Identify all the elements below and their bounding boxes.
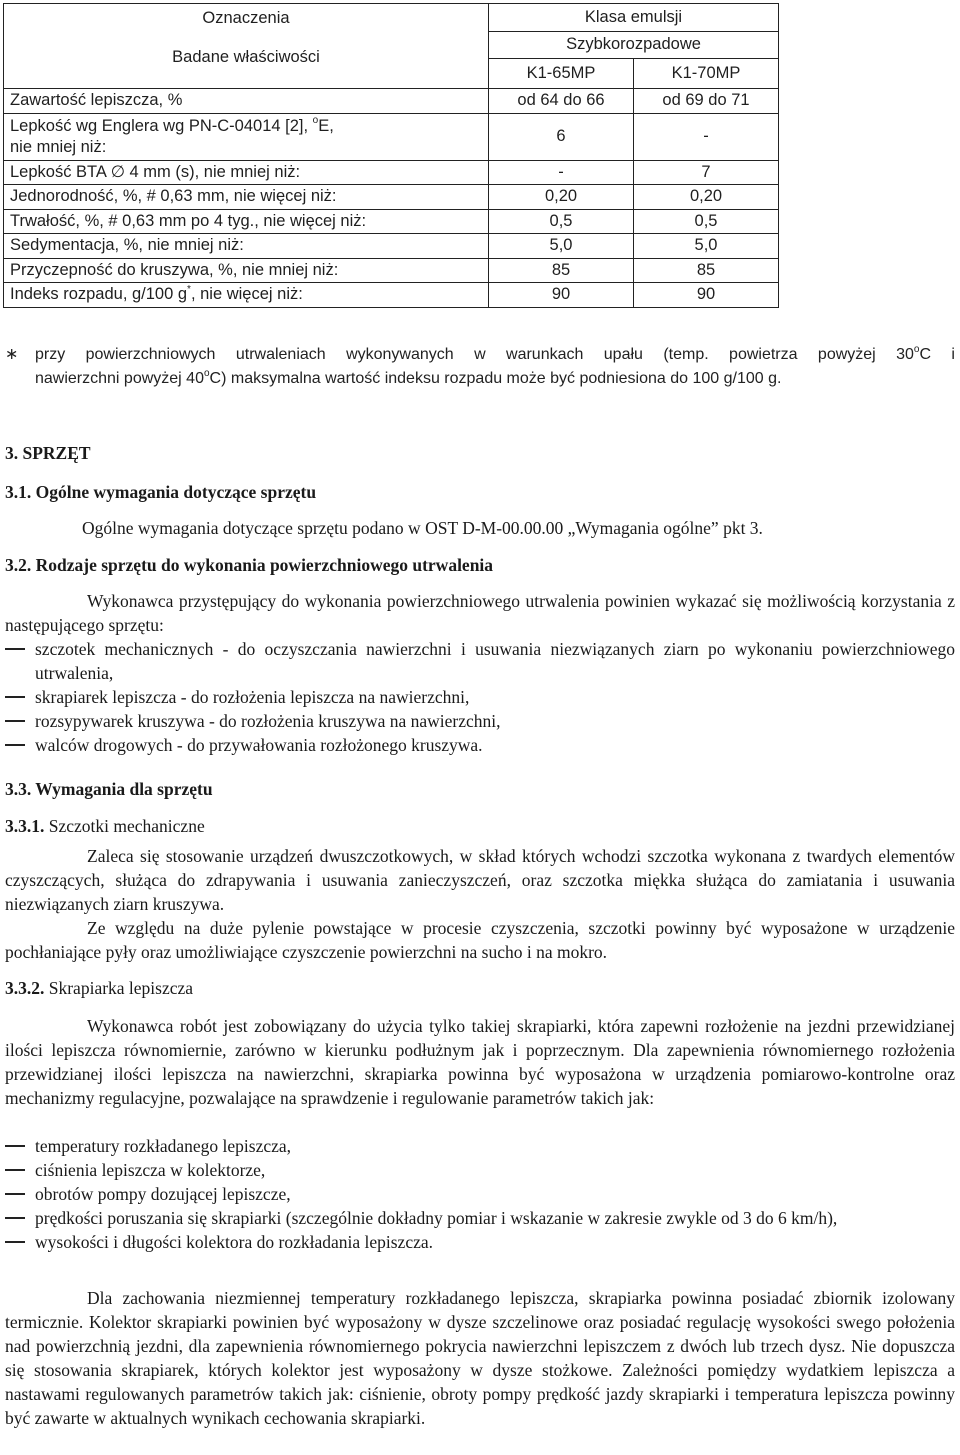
row-label: Jednorodność, %, # 0,63 mm, nie więcej niż:: [4, 185, 489, 210]
list-item-text: szczotek mechanicznych - do oczyszczania nawierzchni i usuwania niezwiązanych ziarn po wykonaniu powierzchniowego utrwalenia,: [35, 639, 955, 683]
row-label-part: , nie więcej niż:: [190, 285, 303, 304]
dash-bullet-icon: [5, 696, 25, 698]
table-row: [4, 258, 779, 283]
list-item-text: wysokości i długości kolektora do rozkładania lepiszcza.: [35, 1232, 434, 1252]
section-3-title: 3. SPRZĘT: [5, 443, 91, 463]
header-col1: K1-65MP: [489, 59, 634, 89]
row-label: [4, 283, 489, 308]
list-item-text: temperatury rozkładanego lepiszcza,: [35, 1136, 292, 1156]
dash-bullet-icon: [5, 648, 25, 650]
section-3-3-2-p2: Dla zachowania niezmiennej temperatury rozkładanego lepiszcza, skrapiarka powinna posiadać zbiornik izolowany termicznie. Kolektor skrapiarki powinien być wyposażony w dysze szczelinowe oraz posiadać regulację wysokości swego położenia nad powierzchnią jezdni, dla zapewnienia równomiernego pokrycia nawierzchni lepiszczem z dwóch lub trzech dysz. Nie dopuszcza się stosowania skrapiarek, których kolektor jest wyposażony w dysze stożkowe. Zależności pomiędzy wydatkiem lepiszcza a nastawami regulowanych parametrów takich jak: ciśnienie, obroty pompy prędkość jazdy skrapiarki i temperatura lepiszcza powinny być zawarte w aktualnych wynikach cechowania skrapiarki.: [5, 1288, 955, 1428]
text-part: C) maksymalna wartość indeksu rozpadu może być podniesiona do 100 g/100 g.: [209, 370, 782, 387]
section-number: 3.3.1.: [5, 816, 45, 836]
row-value-1: -: [489, 160, 634, 185]
row-value-1: 0,5: [489, 209, 634, 234]
header-badane: Badane właściwości: [172, 48, 320, 66]
list-item-text: ciśnienia lepiszcza w kolektorze,: [35, 1160, 266, 1180]
dash-bullet-icon: [5, 1217, 25, 1219]
row-value-2: 90: [634, 283, 779, 308]
table-row: [4, 113, 779, 160]
footnote-line2: [5, 367, 955, 391]
row-value-1: 85: [489, 258, 634, 283]
header-col2: K1-70MP: [634, 59, 779, 89]
superscript: o: [312, 115, 319, 126]
row-label: Przyczepność do kruszywa, %, nie mniej niż:: [4, 258, 489, 283]
section-3-3-2-p1: Wykonawca robót jest zobowiązany do użycia tylko takiej skrapiarki, która zapewni rozłożenie na jezdni przewidzianej ilości lepiszcza równomiernie, zarówno w kierunku podłużnym jak i poprzecznym. Dla zapewnienia równomiernego rozłożenia przewidzianej ilości lepiszcza na nawierzchni, skrapiarka powinna być wyposażona w urządzenia pomiarowo-kontrolne oraz mechanizmy regulacyjne, pozwalające na sprawdzenie i regulowanie parametrów takich jak:: [5, 1016, 955, 1108]
row-label: Trwałość, %, # 0,63 mm po 4 tyg., nie więcej niż:: [4, 209, 489, 234]
text-part: nawierzchni powyżej 40: [35, 370, 204, 387]
table-row: [4, 234, 779, 259]
list-item: [5, 1158, 955, 1182]
parameters-list: [5, 1134, 955, 1254]
table-row: [4, 283, 779, 308]
dash-bullet-icon: [5, 744, 25, 746]
row-value-1: 90: [489, 283, 634, 308]
table-row: [4, 89, 779, 114]
list-item: [5, 1134, 955, 1158]
row-value-2: 0,5: [634, 209, 779, 234]
section-3-2-title: 3.2. Rodzaje sprzętu do wykonania powierzchniowego utrwalenia: [5, 555, 494, 575]
list-item-text: skrapiarek lepiszcza - do rozłożenia lepiszcza na nawierzchni,: [35, 687, 470, 707]
list-item-text: walców drogowych - do przywałowania rozłożonego kruszywa.: [35, 735, 483, 755]
section-3-3-1-title: [5, 814, 955, 838]
superscript: o: [203, 367, 210, 379]
section-3-3-2-title: [5, 976, 955, 1000]
list-item-text: prędkości poruszania się skrapiarki (szczególnie dokładny pomiar i wskazanie w zakresie zwykle od 3 do 6 km/h),: [35, 1208, 838, 1228]
dash-bullet-icon: [5, 1169, 25, 1171]
footnote: [5, 343, 955, 391]
row-value-1: 5,0: [489, 234, 634, 259]
row-value-2: od 69 do 71: [634, 89, 779, 114]
table-row: [4, 185, 779, 210]
section-title-text: Skrapiarka lepiszcza: [44, 978, 194, 998]
table-row: [4, 160, 779, 185]
header-oznaczenia: Oznaczenia: [202, 9, 290, 27]
row-label-part: nie mniej niż:: [10, 137, 107, 156]
dash-bullet-icon: [5, 720, 25, 722]
superscript: *: [187, 283, 191, 295]
dash-bullet-icon: [5, 1241, 25, 1243]
footnote-star: ∗: [5, 346, 19, 363]
list-item: [5, 1206, 955, 1230]
row-label-part: Indeks rozpadu, g/100 g: [10, 285, 188, 304]
list-item: [5, 733, 955, 757]
row-value-1: 0,20: [489, 185, 634, 210]
list-item: [5, 1230, 955, 1254]
table-row: [4, 209, 779, 234]
section-3-2-intro: Wykonawca przystępujący do wykonania powierzchniowego utrwalenia powinien wykazać się możliwością korzystania z następującego sprzętu:: [5, 591, 955, 635]
row-label: Zawartość lepiszcza, %: [4, 89, 489, 114]
dash-bullet-icon: [5, 1145, 25, 1147]
section-title-text: Szczotki mechaniczne: [44, 816, 205, 836]
list-item: [5, 637, 955, 685]
list-item: [5, 709, 955, 733]
section-3-1-text: Ogólne wymagania dotyczące sprzętu podano w OST D-M-00.00.00 „Wymagania ogólne” pkt 3.: [82, 518, 763, 538]
equipment-list: [5, 637, 955, 757]
row-value-2: 85: [634, 258, 779, 283]
row-label-part: E,: [318, 116, 334, 135]
row-value-1: 6: [489, 113, 634, 160]
list-item-text: obrotów pompy dozującej lepiszcze,: [35, 1184, 291, 1204]
row-label: Sedymentacja, %, nie mniej niż:: [4, 234, 489, 259]
list-item-text: rozsypywarek kruszywa - do rozłożenia kruszywa na nawierzchni,: [35, 711, 501, 731]
row-value-2: 5,0: [634, 234, 779, 259]
section-number: 3.3.2.: [5, 978, 45, 998]
section-3-3-title: 3.3. Wymagania dla sprzętu: [5, 779, 213, 799]
text-part: przy powierzchniowych utrwaleniach wykonywanych w warunkach upału (temp. powietrza powyżej 30: [35, 346, 914, 363]
table-header-left: [4, 4, 489, 89]
section-3-3-1-p2: Ze względu na duże pylenie powstające w procesie czyszczenia, szczotki powinny być wyposażone w urządzenie pochłaniające pyły oraz umożliwiające czyszczenie powierzchni na sucho i na mokro.: [5, 918, 955, 962]
dash-bullet-icon: [5, 1193, 25, 1195]
section-3-3-1-p1: Zaleca się stosowanie urządzeń dwuszczotkowych, w skład których wchodzi szczotka wykonana z twardych elementów czyszczących, służąca do zdrapywania i usuwania zanieczyszczeń, oraz szczotka miękka służąca do zamiatania i usuwania niezwiązanych ziarn kruszywa.: [5, 846, 955, 914]
row-label: [4, 113, 489, 160]
row-value-1: od 64 do 66: [489, 89, 634, 114]
row-value-2: 0,20: [634, 185, 779, 210]
row-value-2: 7: [634, 160, 779, 185]
properties-table: [3, 3, 779, 308]
section-3-1-title: 3.1. Ogólne wymagania dotyczące sprzętu: [5, 482, 317, 502]
superscript: o: [913, 343, 920, 355]
footnote-line1: [5, 343, 955, 367]
header-szybkorozpadowe: Szybkorozpadowe: [489, 31, 779, 59]
list-item: [5, 685, 955, 709]
row-label: Lepkość BTA ∅ 4 mm (s), nie mniej niż:: [4, 160, 489, 185]
list-item: [5, 1182, 955, 1206]
header-klasa: Klasa emulsji: [489, 4, 779, 32]
row-label-part: Lepkość wg Englera wg PN-C-04014 [2],: [10, 116, 313, 135]
text-part: C i: [919, 346, 955, 363]
row-value-2: -: [634, 113, 779, 160]
